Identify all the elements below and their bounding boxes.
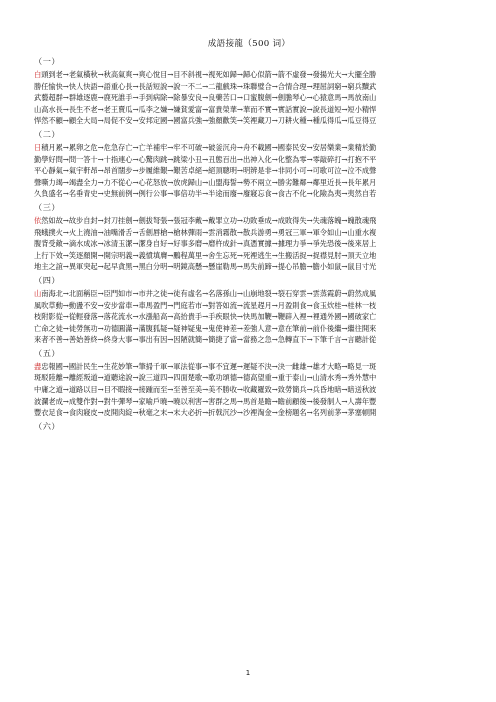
section-5 bbox=[34, 347, 464, 419]
text-line: 斑駁陸離→離經叛道→道聽途說→說三道四→四面楚歌→歌功頌德→德高望重→重于泰山→山清水秀→秀外慧中 bbox=[34, 373, 377, 383]
text-line: 山高水長→長生不老→老王賣瓜→瓜李之嫌→嫌貧愛富→富貴榮華→華而不實→實話實說→說長道短→短小精悍 bbox=[34, 104, 377, 114]
text-line: 來者不善→善始善終→終身大事→事出有因→因陋就簡→簡捷了當→當務之急→急轉直下→下筆千言→言聽計從 bbox=[34, 335, 377, 345]
first-character: 山 bbox=[34, 288, 42, 298]
text-line: 聲嘶力竭→竭盡全力→力不從心→心花怒放→放虎歸山→山盟海誓→勢不兩立→勝劣難鄰→鄰里近長→長年累月 bbox=[34, 177, 377, 187]
text-line: 山南海北→北面稱臣→臣門如市→市井之徒→徒有虛名→名落孫山→山崩地裂→裂石穿雲→雲蒸霞蔚→蔚然成風 bbox=[34, 288, 377, 298]
text-line: 白頭到老→老氣橫秋→秋高氣爽→爽心悅目→目不斜視→視死如歸→歸心似箭→箭不虛發→發揚光大→大擺全勝 bbox=[34, 70, 377, 79]
text-line: 上行下效→笑逐顏開→開宗明義→義憤填膺→鵬程萬里→舍生忘死→死裡逃生→生搬活捉→捉襟見肘→頂天立地 bbox=[34, 250, 377, 260]
text-line: 勤學好問→問一答十→十指連心→心驚肉跳→跳梁小丑→丑態百出→出神入化→化整為零→零敲碎打→打抱不平 bbox=[34, 154, 377, 164]
section-label: （二） bbox=[34, 128, 61, 139]
text-line: 亡命之徒→徒勞無功→功德圓滿→滿腹狐疑→疑神疑鬼→鬼使神差→差強人意→意在筆前→前仆後繼→繼往開來 bbox=[34, 323, 377, 333]
section-1 bbox=[34, 55, 464, 127]
section-label: （三） bbox=[34, 201, 61, 212]
first-character: 依 bbox=[34, 215, 42, 225]
section-label: （一） bbox=[34, 56, 61, 66]
text-line: 地主之誼→異軍突起→起早貪黑→黑白分明→明鏡高懸→懸崖勒馬→馬失前蹄→提心吊膽→膽小如鼠→鼠目寸光 bbox=[34, 262, 377, 272]
text-line: 風吹草動→動盪不安→安步當車→車馬盈門→門庭若市→對答如流→流星趕月→月盈則食→食玉炊桂→桂林一枝 bbox=[34, 300, 377, 310]
text-line: 久負盛名→名垂青史→史無前例→例行公事→事倍功半→半途而廢→廢寢忘食→食古不化→化險為夷→夷然自若 bbox=[34, 189, 377, 199]
section-label: （六） bbox=[34, 420, 61, 431]
text-line: 武藝超群→群雄逐鹿→鹿死誰手→手到病除→除暴安良→良藥苦口→口蜜腹劍→劍膽琴心→心猿意馬→馬放南山 bbox=[34, 93, 377, 103]
text-line: 豐衣足食→食肉寢皮→皮開肉綻→秋毫之末→末大必折→折戟沉沙→沙裡淘金→金榜題名→名列前茅→茅塞頓開 bbox=[34, 408, 377, 418]
section-label: （五） bbox=[34, 347, 61, 358]
text-line: 依然如故→故步自封→封刀挂劍→劍拔弩張→張冠李戴→戴罪立功→功敗垂成→成敗得失→失魂落魄→魄散魂飛 bbox=[34, 215, 377, 225]
text-line: 波瀾老成→成雙作對→對牛彈琴→家喻戶曉→曉以利害→害群之馬→馬首是瞻→瞻前顧後→後發制人→人壽年豐 bbox=[34, 396, 377, 406]
page-number: 1 bbox=[245, 669, 251, 677]
text-line: 枝附影從→從輕發落→落花流水→水漲船高→高抬貴手→手疾眼快→快馬加鞭→鞭辟入裡→裡通外國→國破家亡 bbox=[34, 312, 377, 322]
text-line: 腹背受敵→滴水成冰→冰清玉潔→潔身自好→好事多磨→磨杵成針→真憑實據→據理力爭→爭先恐後→後來居上 bbox=[34, 239, 377, 249]
text-line: 盡忠報國→國計民生→生花妙筆→筆掃千軍→軍法從事→事不宜遲→遲疑不決→決一雌雄→雄才大略→略見一斑 bbox=[34, 361, 377, 371]
document-title: 成語接龍（500 词） bbox=[207, 39, 291, 49]
document-page bbox=[34, 38, 464, 434]
section-3 bbox=[34, 201, 464, 273]
text-line: 平心靜氣→氣宇軒昂→昂首闊步→步履維艱→艱苦卓絕→絕頂聰明→明辨是非→非同小可→可歌可泣→泣不成聲 bbox=[34, 166, 377, 176]
text-line: 悍然不顧→顧全大局→局促不安→安邦定國→國富兵強→強顏歡笑→笑裡藏刀→刀耕火種→種瓜得瓜→瓜豆得豆 bbox=[34, 116, 377, 126]
section-2 bbox=[34, 128, 464, 200]
first-character: 日 bbox=[34, 142, 42, 152]
text-line: 勝任愉快→快人快語→語重心長→長話短說→說一不二→二龍戲珠→珠聯璧合→合情合理→理屈詞窮→窮兵黷武 bbox=[34, 81, 377, 91]
text-line: 中庸之道→道路以目→目不暇接→接踵而至→至善至美→美不勝收→收藏羅致→致勞簡兵→兵昏地暗→暗送秋波 bbox=[34, 385, 377, 395]
first-character: 盡 bbox=[34, 361, 42, 371]
section-4 bbox=[34, 274, 464, 346]
section-6 bbox=[34, 420, 464, 432]
first-character: 白 bbox=[34, 70, 42, 79]
section-label: （四） bbox=[34, 274, 61, 285]
text-line: 日積月累→累卵之危→危急存亡→亡羊補牢→牢不可破→破釜沉舟→舟不載國→國泰民安→安居樂業→業精於勤 bbox=[34, 142, 377, 152]
text-line: 飛蛾撲火→火上澆油→油嘴滑舌→舌劍唇槍→槍林彈雨→雲消霧散→散兵游勇→勇冠三軍→軍令如山→山重水複 bbox=[34, 227, 377, 237]
